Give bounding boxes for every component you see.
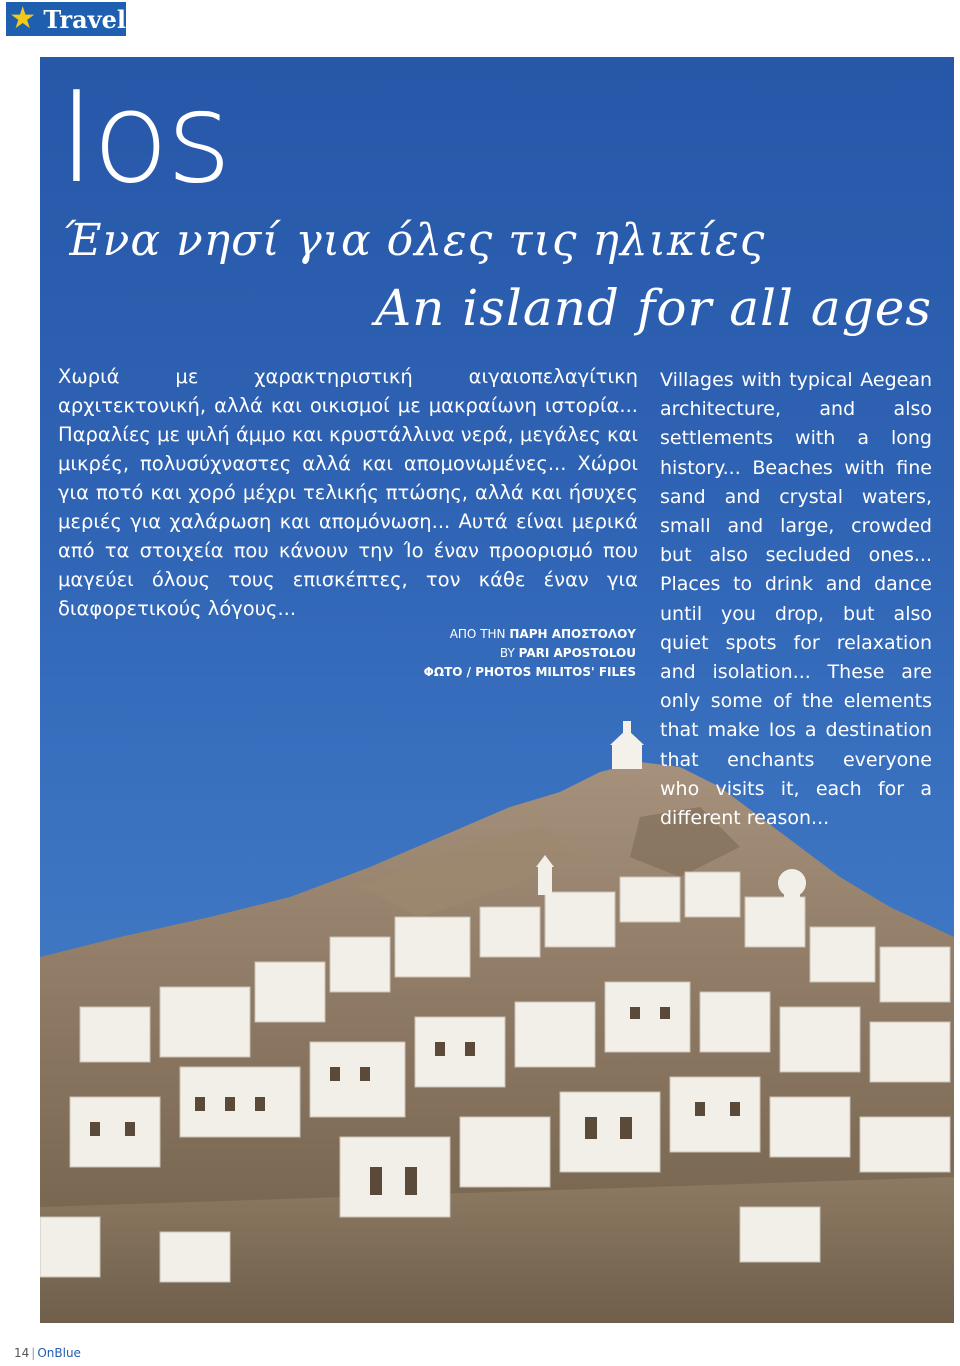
article-credits	[400, 625, 636, 682]
credit-english-name: PARI APOSTOLOU	[518, 646, 636, 660]
credit-english	[400, 644, 636, 663]
subtitle-english: An island for all ages	[375, 279, 932, 337]
article-panel	[40, 57, 954, 1323]
footer-divider: |	[31, 1346, 36, 1360]
credit-greek-prefix: ΑΠΟ ΤΗΝ	[449, 627, 506, 641]
credit-photos-text: ΦΩΤΟ / PHOTOS MILITOS' FILES	[423, 665, 636, 679]
section-tag	[6, 2, 126, 36]
magazine-name: OnBlue	[37, 1346, 81, 1360]
page-number: 14	[14, 1346, 30, 1360]
credit-greek	[400, 625, 636, 644]
page-footer	[14, 1346, 81, 1360]
star-icon: ★	[9, 1, 37, 36]
credit-greek-name: ΠΑΡΗ ΑΠΟΣΤΟΛΟΥ	[509, 627, 636, 641]
section-label: Travel	[43, 4, 126, 34]
article-title: Ios	[58, 64, 229, 211]
intro-greek: Χωριά με χαρακτηριστική αιγαιοπελαγίτικη αρχιτεκτονική, αλλά και οικισμοί με μακραίωνη ιστορία... Παραλίες με ψιλή άμμο και κρυστάλλινα νερά, μεγάλες και μικρές, πολυσύχναστες αλλά και απομονωμένες... Χώροι για ποτό και χορό μέχρι τελικής πτώσης, αλλά και ήσυχες μεριές για χαλάρωση και απομόνωση... Αυτά είναι μερικά από τα στοιχεία που κάνουν την Ίο έναν προορισμό που μαγεύει όλους τους επισκέπτες, τον κάθε έναν για διαφορετικούς λόγους...	[58, 365, 638, 620]
credit-english-prefix: BY	[499, 646, 515, 660]
credit-photos	[400, 663, 636, 682]
intro-english: Villages with typical Aegean architecture, and also settlements with a long history... Beaches with fine sand and crystal waters, small and large, crowded but also secluded ones... Places to drink and dance until you drop, but also quiet spots for relaxation and isolation... These are only some of the elements that make Ios a destination that enchants everyone who visits it, each for a different reason...	[660, 369, 932, 830]
subtitle-greek: Ένα νησί για όλες τις ηλικίες	[62, 215, 766, 266]
